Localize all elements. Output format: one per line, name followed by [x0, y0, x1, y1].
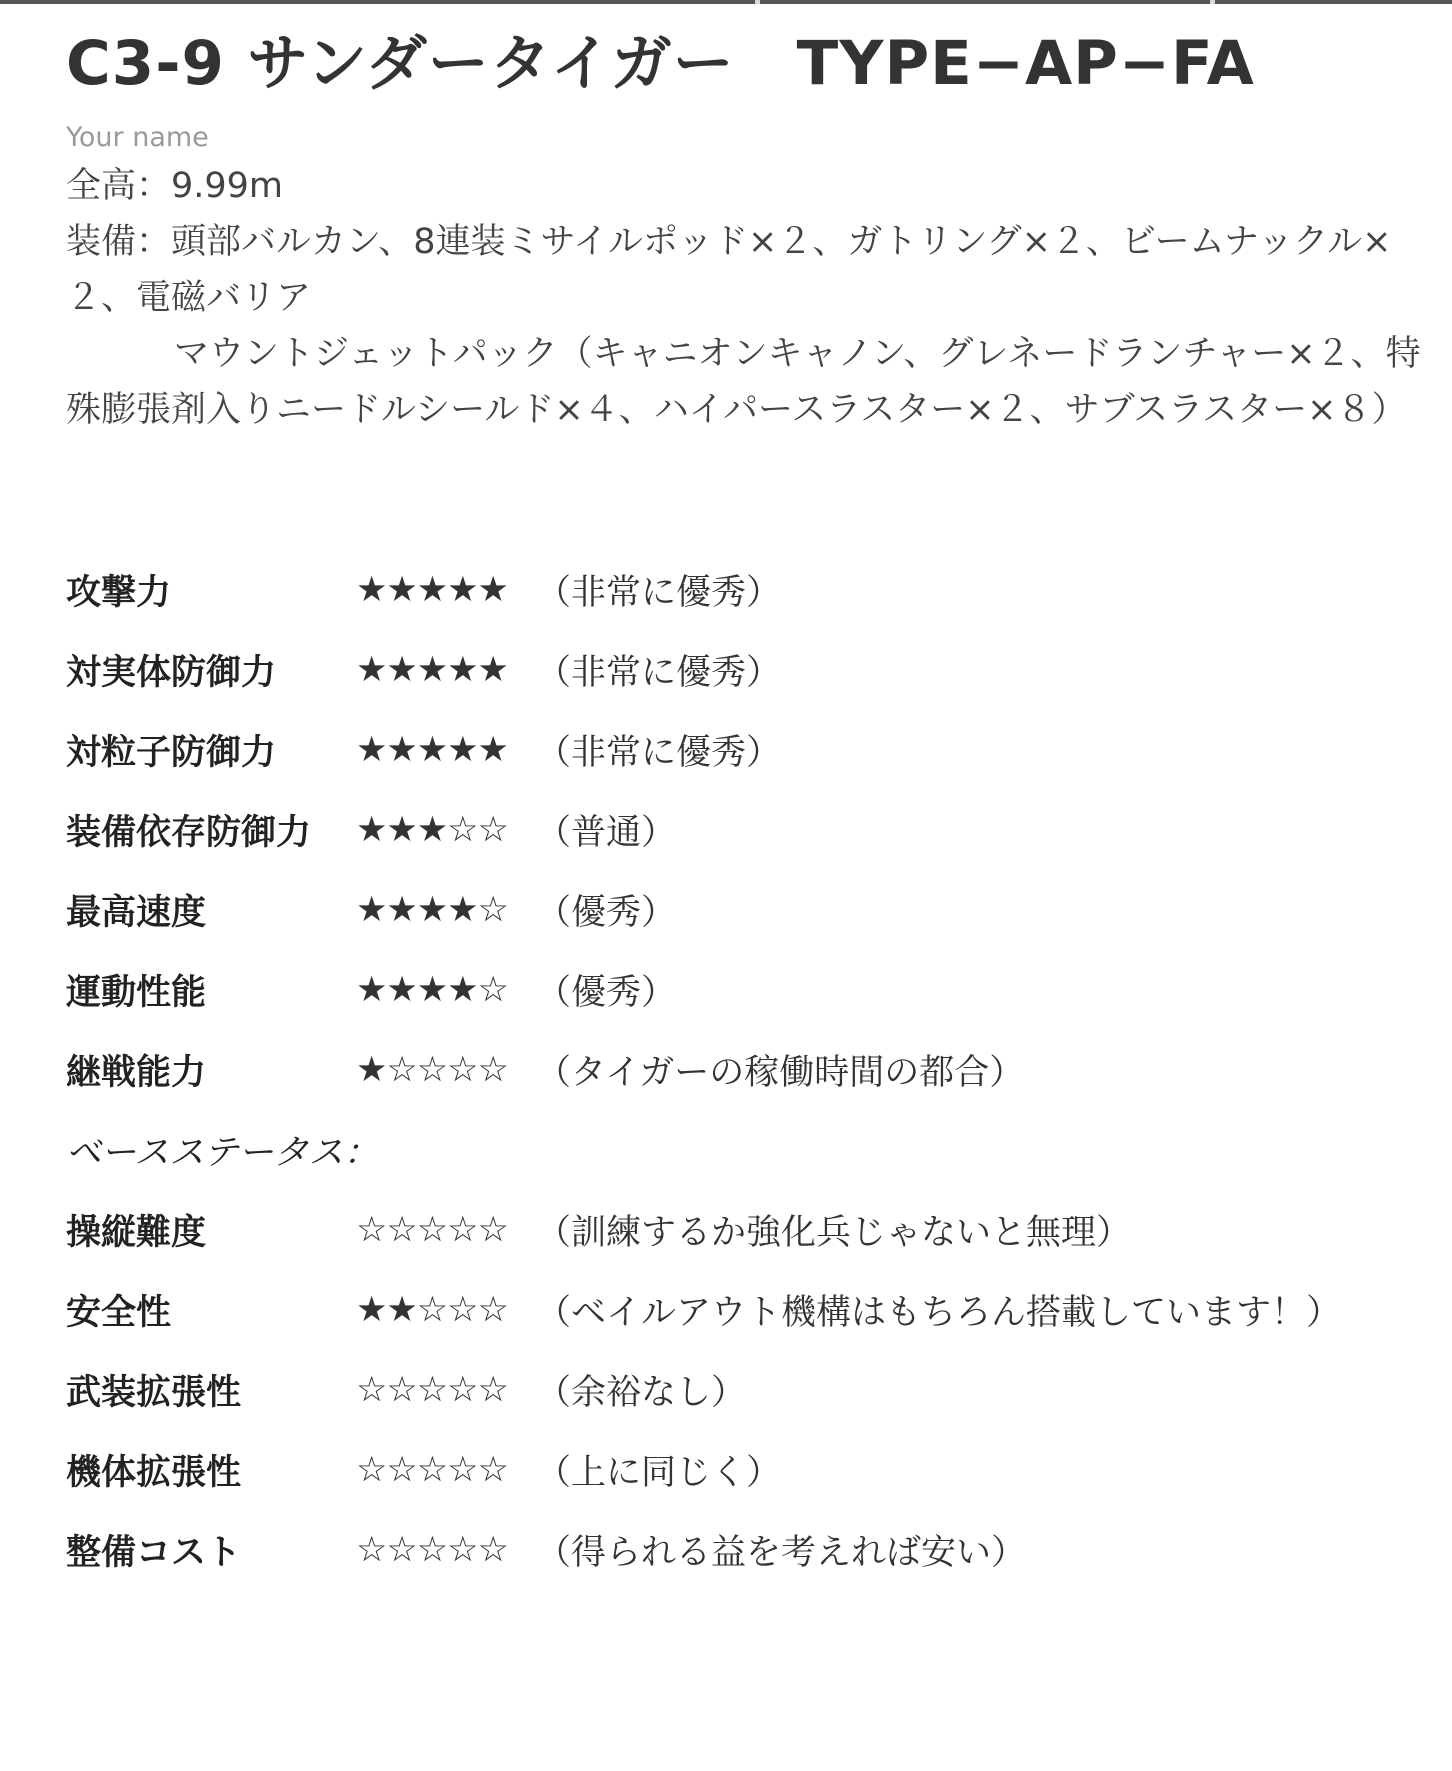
stat-note: （優秀）: [536, 973, 677, 1013]
stat-label: 攻撃力: [66, 573, 172, 613]
stat-row: [66, 790, 1426, 870]
stat-note: （非常に優秀）: [536, 573, 782, 613]
base-stat-row: [66, 1350, 1426, 1430]
author-name[interactable]: Your name: [66, 122, 209, 153]
stat-note: （上に同じく）: [536, 1453, 782, 1493]
star-rating: ☆☆☆☆☆: [356, 1530, 508, 1570]
stat-label: 機体拡張性: [66, 1453, 242, 1493]
stat-label: 安全性: [66, 1293, 172, 1333]
progress-segment: [760, 0, 1210, 4]
star-rating: ☆☆☆☆☆: [356, 1450, 508, 1490]
star-rating: ★☆☆☆☆: [356, 1050, 508, 1090]
stat-row: [66, 710, 1426, 790]
base-stat-row: [66, 1270, 1426, 1350]
star-rating: ★★★★★: [356, 570, 508, 610]
base-stat-row: [66, 1510, 1426, 1590]
stat-label: 装備依存防御力: [66, 813, 312, 853]
base-stat-row: [66, 1190, 1426, 1270]
star-rating: ☆☆☆☆☆: [356, 1210, 508, 1250]
progress-segment: [1215, 0, 1452, 4]
height-text: 全高：9.99m: [66, 166, 284, 206]
star-rating: ★★★★☆: [356, 970, 508, 1010]
stat-label: 整備コスト: [66, 1533, 242, 1573]
stat-row: [66, 950, 1426, 1030]
stat-note: （普通）: [536, 813, 677, 853]
stat-note: （タイガーの稼働時間の都合）: [536, 1053, 1025, 1093]
stat-row: [66, 550, 1426, 630]
reading-progress-bar: [0, 0, 1452, 4]
stat-label: 操縦難度: [66, 1213, 207, 1253]
stat-label: 継戦能力: [66, 1053, 207, 1093]
star-rating: ★★★★★: [356, 650, 508, 690]
stats-list: [66, 550, 1426, 1590]
mount-text: マウントジェットパック（キャニオンキャノン、グレネードランチャー×２、特殊膨張剤入りニードルシールド×４、ハイパースラスター×２、サブスラスター×８）: [66, 334, 1421, 430]
base-status-heading: ベースステータス：: [66, 1133, 379, 1173]
spec-section: [66, 158, 1426, 438]
stat-note: （余裕なし）: [536, 1373, 747, 1413]
stat-note: （優秀）: [536, 893, 677, 933]
stat-note: （非常に優秀）: [536, 733, 782, 773]
star-rating: ★★★★★: [356, 730, 508, 770]
base-stat-row: [66, 1430, 1426, 1510]
star-rating: ★★☆☆☆: [356, 1290, 508, 1330]
star-rating: ☆☆☆☆☆: [356, 1370, 508, 1410]
stat-label: 武装拡張性: [66, 1373, 242, 1413]
stat-row: [66, 1030, 1426, 1110]
stat-note: （ベイルアウト機構はもちろん搭載しています！）: [536, 1293, 1342, 1333]
stat-note: （非常に優秀）: [536, 653, 782, 693]
stat-row: [66, 870, 1426, 950]
stat-note: （訓練するか強化兵じゃないと無理）: [536, 1213, 1132, 1253]
article: [66, 22, 1426, 1590]
stat-label: 対粒子防御力: [66, 733, 277, 773]
page-title: C3-9 サンダータイガー TYPE−AP−FA: [66, 28, 1255, 99]
equipment-text: 装備：頭部バルカン、8連装ミサイルポッド×２、ガトリング×２、ビームナックル×２、電磁バリア: [66, 222, 1392, 318]
star-rating: ★★★☆☆: [356, 810, 508, 850]
progress-segment: [0, 0, 755, 4]
stat-label: 最高速度: [66, 893, 207, 933]
stat-note: （得られる益を考えれば安い）: [536, 1533, 1027, 1573]
stat-row: [66, 630, 1426, 710]
stat-label: 対実体防御力: [66, 653, 277, 693]
stat-label: 運動性能: [66, 973, 207, 1013]
star-rating: ★★★★☆: [356, 890, 508, 930]
